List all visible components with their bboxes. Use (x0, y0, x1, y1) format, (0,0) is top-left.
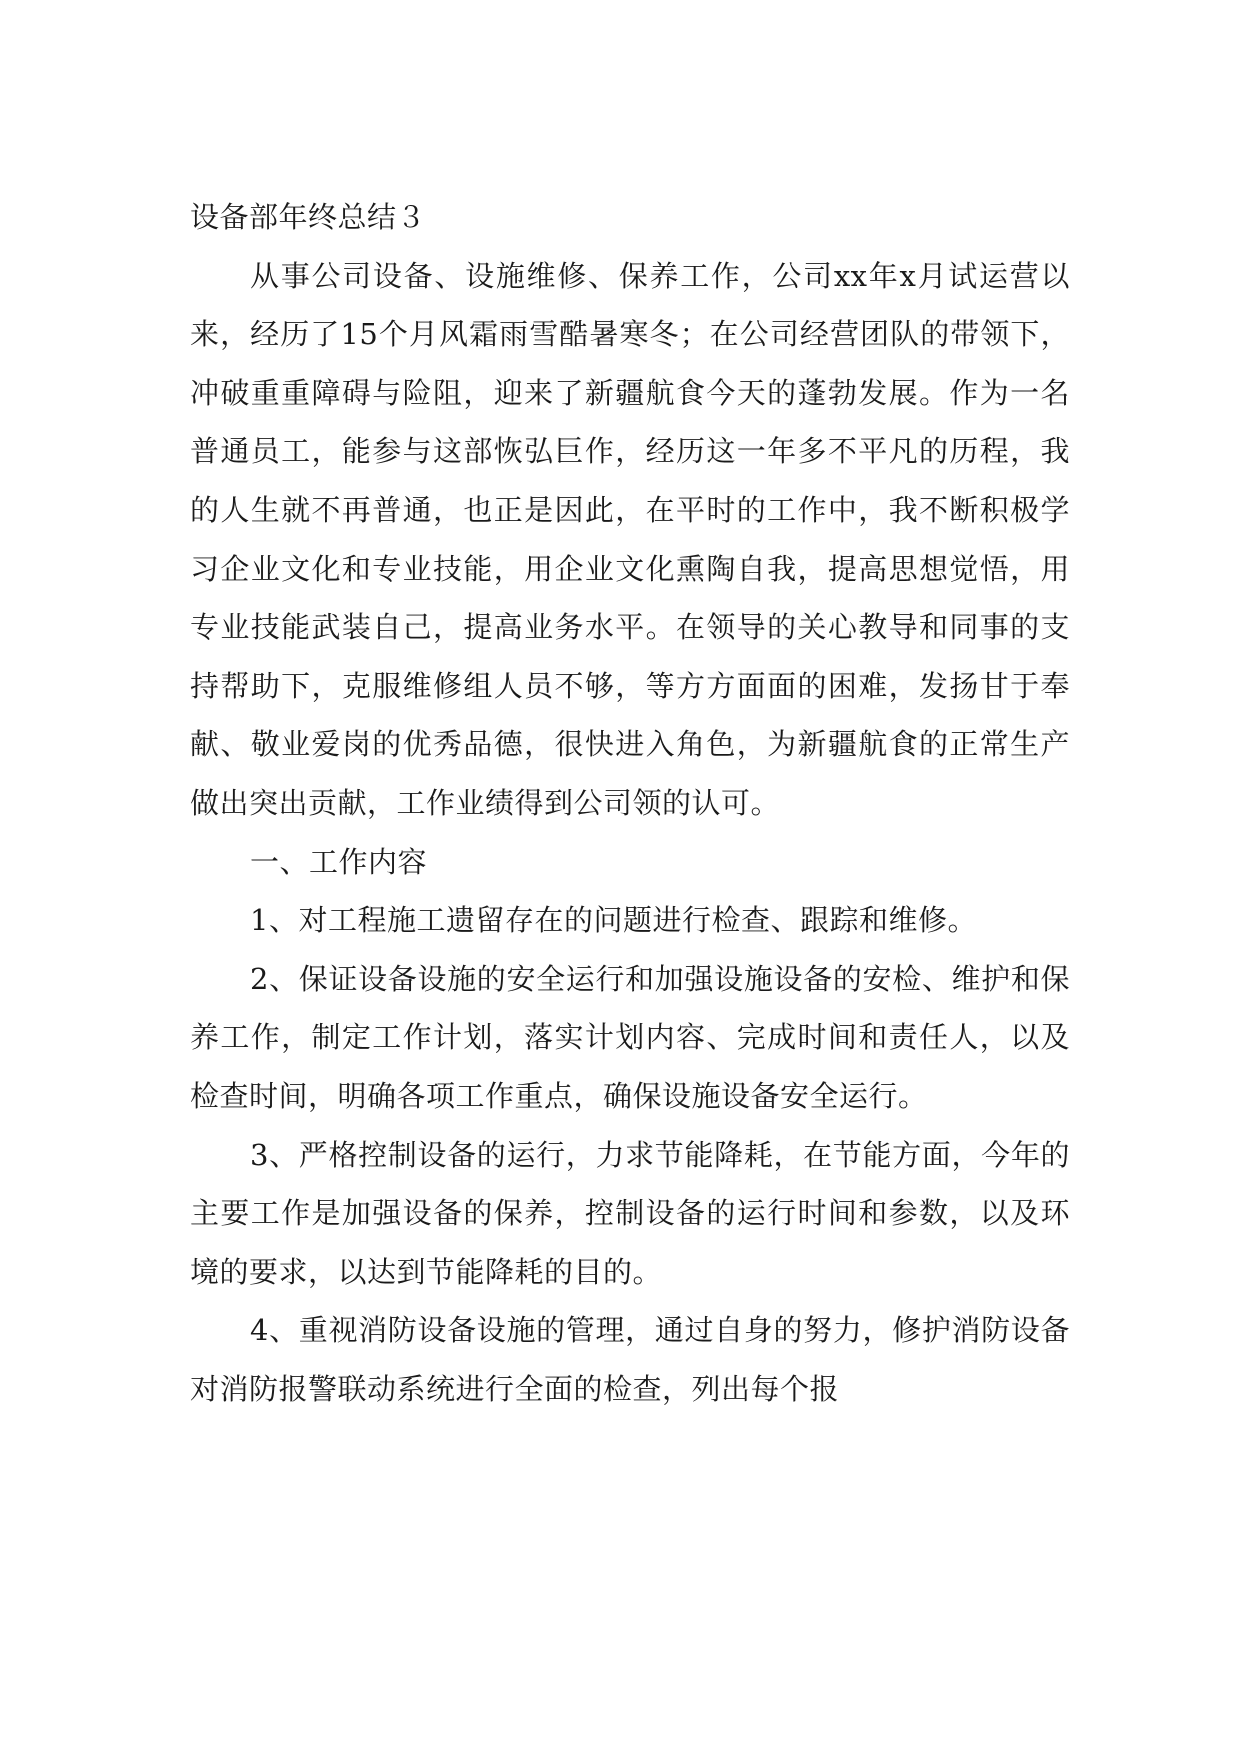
section-heading-work-content: 一、工作内容 (250, 844, 428, 879)
paragraph-item-2: 2、保证设备设施的安全运行和加强设施设备的安检、维护和保养工作，制定工作计划，落实计划内容、完成时间和责任人，以及检查时间，明确各项工作重点，确保设施设备安全运行。 (190, 961, 1070, 1113)
paragraph-item-4: 4、重视消防设备设施的管理，通过自身的努力，修护消防设备对消防报警联动系统进行全面的检查，列出每个报 (190, 1313, 1070, 1406)
paragraph-intro: 从事公司设备、设施维修、保养工作，公司xx年x月试运营以来，经历了15个月风霜雨雪酷暑寒冬；在公司经营团队的带领下，冲破重重障碍与险阻，迎来了新疆航食今天的蓬勃发展。作为一名普通员工，能参与这部恢弘巨作，经历这一年多不平凡的历程，我的人生就不再普通，也正是因此，在平时的工作中，我不断积极学习企业文化和专业技能，用企业文化熏陶自我，提高思想觉悟，用专业技能武装自己，提高业务水平。在领导的关心教导和同事的支持帮助下，克服维修组人员不够，等方方面面的困难，发扬甘于奉献、敬业爱岗的优秀品德，很快进入角色，为新疆航食的正常生产做出突出贡献，工作业绩得到公司领的认可。 (190, 258, 1070, 820)
paragraph-item-3: 3、严格控制设备的运行，力求节能降耗，在节能方面，今年的主要工作是加强设备的保养，控制设备的运行时间和参数，以及环境的要求，以达到节能降耗的目的。 (190, 1137, 1070, 1289)
document-body (190, 188, 1070, 1418)
document-title: 设备部年终总结３ (190, 200, 427, 234)
paragraph-item-1: 1、对工程施工遗留存在的问题进行检查、跟踪和维修。 (250, 903, 977, 938)
